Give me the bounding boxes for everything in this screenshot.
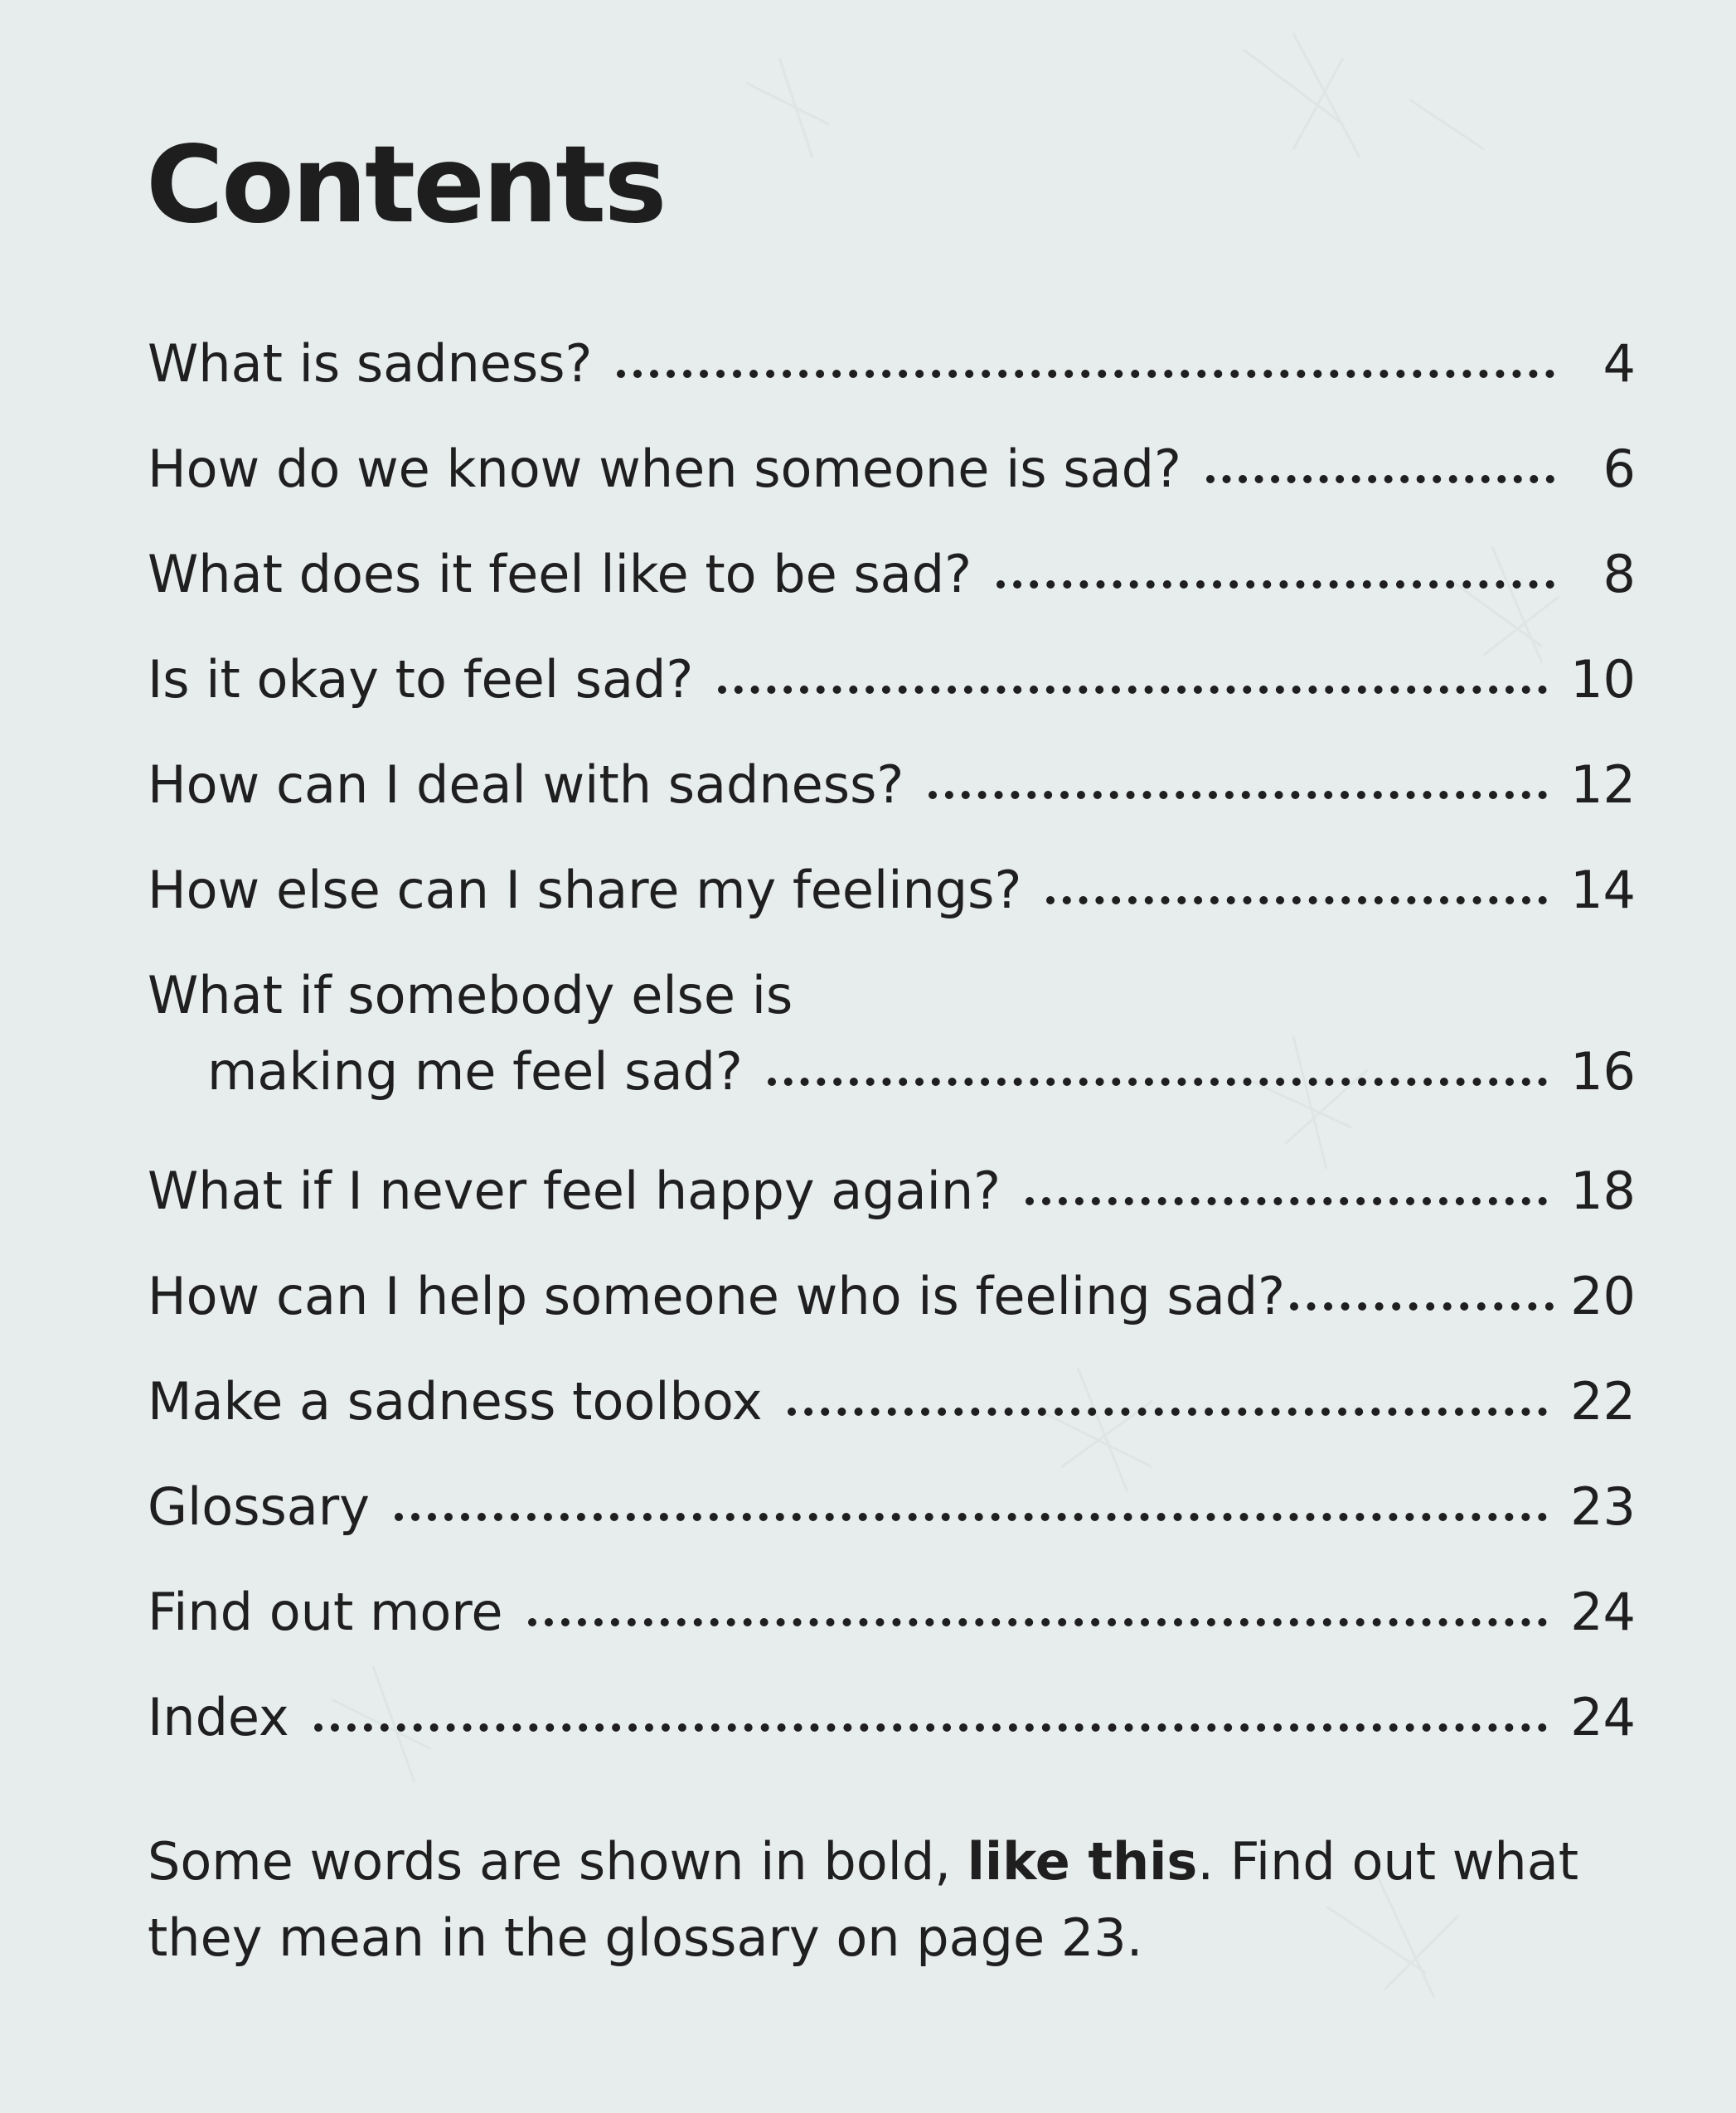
toc-entry xyxy=(148,1349,1636,1454)
toc-entry xyxy=(148,1138,1636,1243)
dot-leader xyxy=(1046,896,1547,904)
toc-page-number: 6 xyxy=(1603,439,1636,499)
toc-page-number: 16 xyxy=(1570,1041,1636,1102)
toc-entry-title: Make a sadness toolbox xyxy=(148,1371,763,1432)
toc-entry-title: Glossary xyxy=(148,1476,370,1537)
toc-page-number: 12 xyxy=(1570,754,1636,815)
dot-leader xyxy=(788,1408,1547,1416)
toc-entry-title: What is sadness? xyxy=(148,333,593,394)
toc-page-number: 4 xyxy=(1603,333,1636,394)
toc-entry-title-line2: making me feel sad? xyxy=(207,1041,743,1102)
toc-entry-title: What if I never feel happy again? xyxy=(148,1161,1001,1221)
toc-entry xyxy=(148,732,1636,837)
toc-entry xyxy=(148,837,1636,943)
dot-leader xyxy=(1290,1302,1554,1311)
page-title: Contents xyxy=(146,124,665,247)
note-text: Some words are shown in bold, xyxy=(148,1831,967,1892)
toc-page-number: 20 xyxy=(1570,1266,1636,1326)
dot-leader xyxy=(528,1618,1548,1626)
dot-leader xyxy=(1206,475,1554,483)
toc-entry xyxy=(148,627,1636,732)
toc-page-number: 24 xyxy=(1570,1687,1636,1747)
toc-page-number: 14 xyxy=(1570,860,1636,920)
toc-page-number: 23 xyxy=(1570,1476,1636,1537)
toc-entry-title: How do we know when someone is sad? xyxy=(148,439,1181,499)
dot-leader xyxy=(395,1513,1547,1521)
toc-entry-title: How can I help someone who is feeling sad? xyxy=(148,1266,1285,1326)
dot-leader xyxy=(929,791,1547,799)
dot-leader xyxy=(314,1723,1547,1732)
toc-entry xyxy=(148,957,1636,1138)
note-bold-example: like this xyxy=(967,1831,1198,1892)
toc-page-number: 24 xyxy=(1570,1582,1636,1642)
toc-entry xyxy=(148,1243,1636,1349)
toc-entry xyxy=(148,416,1636,521)
toc-entry xyxy=(148,1454,1636,1559)
toc-entry-title: Index xyxy=(148,1687,289,1747)
toc-entry xyxy=(148,1665,1636,1770)
toc-page-number: 22 xyxy=(1570,1371,1636,1432)
dot-leader xyxy=(997,580,1554,589)
toc-entry-title: What does it feel like to be sad? xyxy=(148,544,972,604)
toc-entry-title: Find out more xyxy=(148,1582,503,1642)
toc-entry xyxy=(148,1559,1636,1665)
dot-leader xyxy=(718,686,1547,694)
dot-leader xyxy=(1026,1197,1547,1205)
toc-entry xyxy=(148,311,1636,416)
dot-leader xyxy=(768,1078,1547,1086)
toc-entry-title: Is it okay to feel sad? xyxy=(148,649,694,710)
toc-entry-title-line1: What if somebody else is xyxy=(148,965,793,1025)
toc-entry-title: How else can I share my feelings? xyxy=(148,860,1022,920)
toc-entry xyxy=(148,521,1636,627)
toc-page-number: 10 xyxy=(1570,649,1636,710)
bold-words-note xyxy=(148,1824,1623,1976)
dot-leader xyxy=(617,370,1554,378)
note-text-end: . Find out what they mean in the glossary on page 23. xyxy=(148,1831,1579,1968)
toc-entry-title: How can I deal with sadness? xyxy=(148,754,904,815)
toc-page-number: 18 xyxy=(1570,1161,1636,1221)
toc-page-number: 8 xyxy=(1603,544,1636,604)
table-of-contents xyxy=(148,311,1636,1770)
